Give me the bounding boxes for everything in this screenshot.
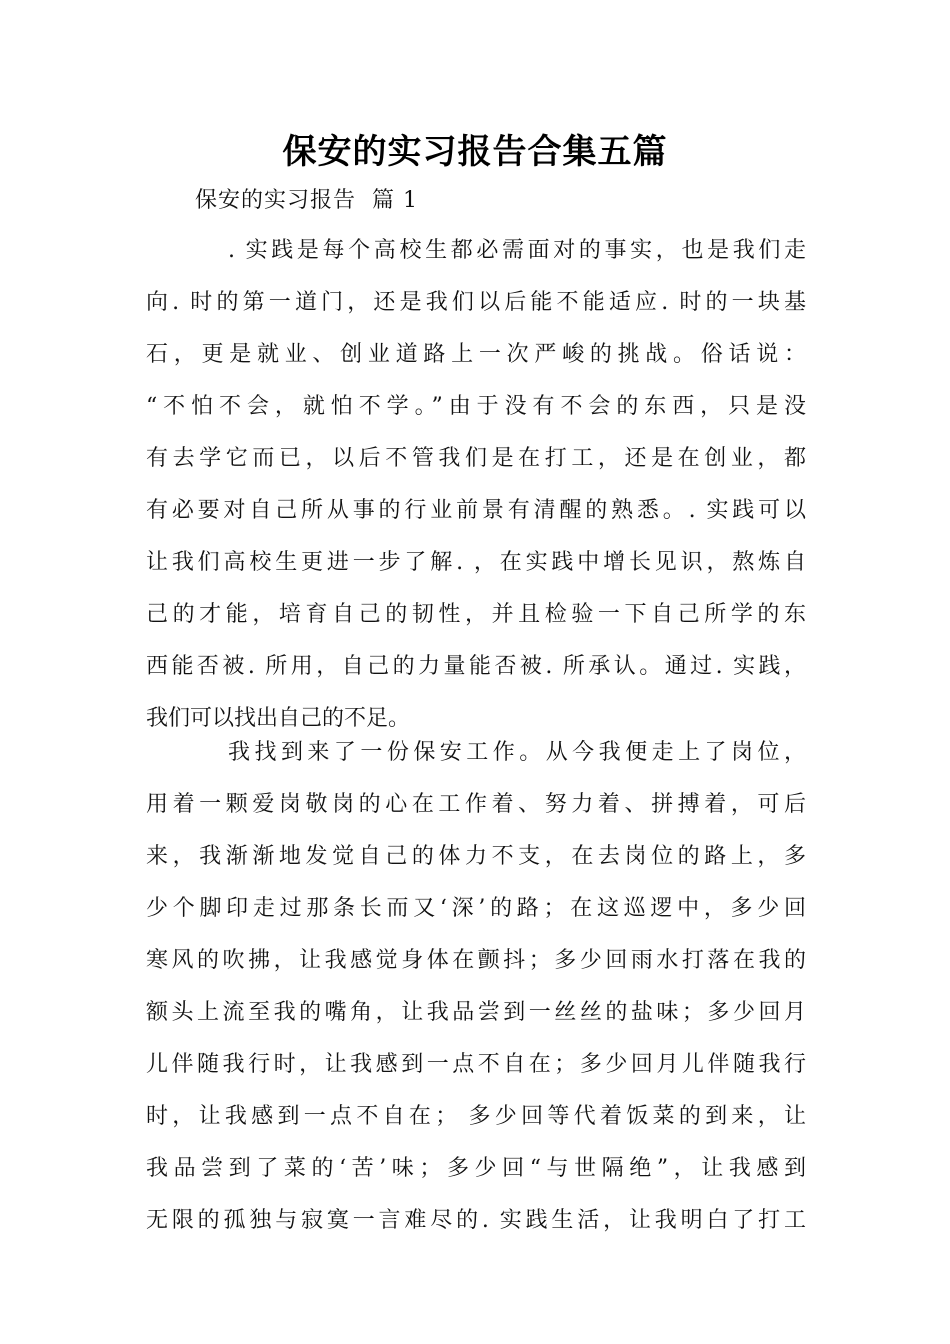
text-line: 向. 时的第一道门，还是我们以后能不能适应. 时的一块基 bbox=[146, 290, 806, 315]
text-line: 额头上流至我的嘴角，让我品尝到一丝丝的盐味；多少回月 bbox=[146, 1000, 806, 1025]
text-line: 少个脚印走过那条长而又‘深’的路；在这巡逻中，多少回 bbox=[146, 896, 806, 921]
text-line: 己的才能，培育自己的韧性，并且检验一下自己所学的东 bbox=[146, 602, 806, 627]
text-line: 我品尝到了菜的‘苦’味；多少回“与世隔绝”，让我感到 bbox=[146, 1156, 806, 1181]
text-line: 无限的孤独与寂寞一言难尽的. 实践生活，让我明白了打工 bbox=[146, 1208, 806, 1233]
text-line: 有去学它而已，以后不管我们是在打工，还是在创业，都 bbox=[146, 446, 806, 471]
text-line: 西能否被. 所用，自己的力量能否被. 所承认。通过. 实践， bbox=[146, 654, 806, 679]
text-line: 儿伴随我行时，让我感到一点不自在；多少回月儿伴随我行 bbox=[146, 1052, 806, 1077]
text-line: 我找到来了一份保安工作。从今我便走上了岗位， bbox=[228, 740, 806, 765]
text-line: 用着一颗爱岗敬岗的心在工作着、努力着、拼搏着，可后 bbox=[146, 792, 806, 817]
text-line: 时，让我感到一点不自在； 多少回等代着饭菜的到来，让 bbox=[146, 1104, 806, 1129]
text-line: 石，更是就业、创业道路上一次严峻的挑战。俗话说： bbox=[146, 342, 806, 367]
document-title: 保安的实习报告合集五篇 bbox=[282, 132, 668, 172]
text-line: “不怕不会，就怕不学。”由于没有不会的东西，只是没 bbox=[146, 394, 806, 419]
text-line: 让我们高校生更进一步了解. ，在实践中增长见识，熬炼自 bbox=[146, 550, 806, 575]
text-line: 有必要对自己所从事的行业前景有清醒的熟悉。. 实践可以 bbox=[146, 498, 806, 523]
text-line: 来，我渐渐地发觉自己的体力不支，在去岗位的路上，多 bbox=[146, 844, 806, 869]
document-subtitle: 保安的实习报告 篇 1 bbox=[195, 188, 418, 213]
text-line: . 实践是每个高校生都必需面对的事实，也是我们走 bbox=[228, 238, 806, 263]
text-line: 寒风的吹拂，让我感觉身体在颤抖；多少回雨水打落在我的 bbox=[146, 948, 806, 973]
text-line: 我们可以找出自己的不足。 bbox=[146, 706, 411, 731]
